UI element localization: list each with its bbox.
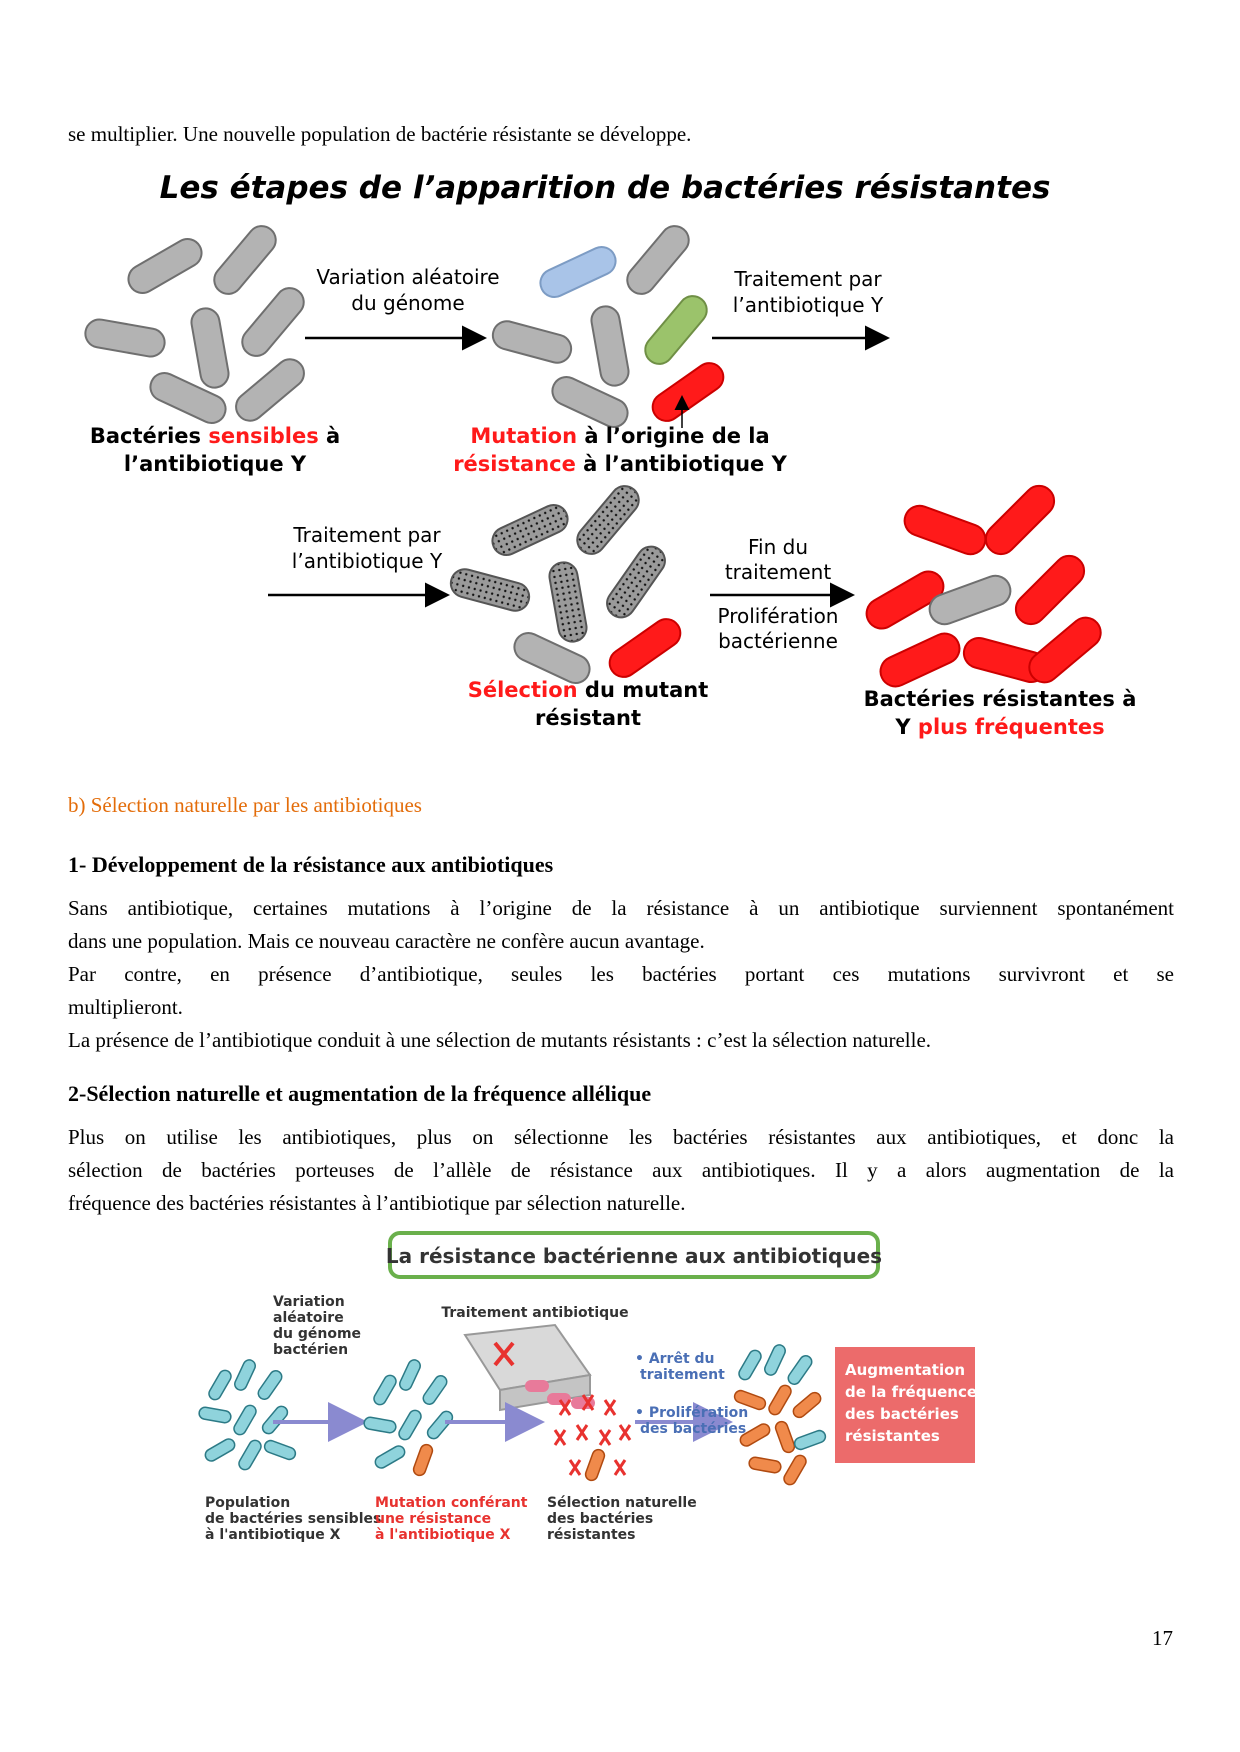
cap1-1: Population xyxy=(205,1495,291,1511)
arrow1-label-1: Variation aléatoire xyxy=(316,265,500,289)
mutation-bacteria-group xyxy=(490,220,729,431)
cap2-1: Mutation conférant xyxy=(375,1495,528,1511)
stop-1: • Arrêt du xyxy=(635,1351,715,1367)
cap3-1: Sélection naturelle xyxy=(547,1495,697,1511)
para2-line1: Plus on utilise les antibiotiques, plus on sélectionne les bactéries résistantes aux antibiotiques, et donc la xyxy=(68,1125,1174,1149)
figure1-title: Les étapes de l’apparition de bactéries résistantes xyxy=(159,170,1051,206)
para1-line1: Sans antibiotique, certaines mutations à l’origine de la résistance à un antibiotique surviennent spontanément xyxy=(68,896,1174,920)
cap1-3: à l'antibiotique X xyxy=(205,1527,341,1543)
cap2-2: une résistance xyxy=(375,1511,492,1527)
stop-2: traitement xyxy=(640,1367,725,1383)
arrow4-bottom-1: Prolifération xyxy=(717,604,839,628)
arrow1-label-2: du génome xyxy=(351,291,465,315)
para2-line2: sélection de bactéries porteuses de l’allèle de résistance aux antibiotiques. Il y a alors augmentation de la xyxy=(68,1158,1174,1182)
caption-resistant-1: Bactéries résistantes à xyxy=(863,687,1137,711)
caption-sensitive-1: Bactéries sensibles à xyxy=(89,424,341,448)
arrow2-label-1: Traitement par xyxy=(734,267,882,291)
prolif-2: des bactéries xyxy=(640,1421,747,1437)
heading-2: 2-Sélection naturelle et augmentation de la fréquence allélique xyxy=(68,1081,652,1106)
caption-resistant-2: Y plus fréquentes xyxy=(895,715,1105,739)
variation-2: aléatoire xyxy=(273,1310,344,1326)
page-number: 17 xyxy=(1152,1626,1173,1650)
box-line-2: de la fréquence xyxy=(845,1383,978,1401)
figure-bacterial-resistance xyxy=(195,1225,1075,1565)
selection-bacteria-group xyxy=(448,480,686,687)
caption-mutation-2: résistance à l’antibiotique Y xyxy=(453,452,787,476)
cap1-2: de bactéries sensibles xyxy=(205,1511,382,1527)
top-line: se multiplier. Une nouvelle population de bactérie résistante se développe. xyxy=(68,122,692,146)
section-b-title: b) Sélection naturelle par les antibiotiques xyxy=(68,793,422,817)
mutation-bacteria xyxy=(363,1358,455,1477)
para1-line3: Par contre, en présence d’antibiotique, seules les bactéries portant ces mutations survivront et se xyxy=(68,962,1174,986)
arrow2-label-2: l’antibiotique Y xyxy=(732,293,884,317)
variation-1: Variation xyxy=(273,1294,345,1310)
antibiotic-box-icon xyxy=(465,1325,595,1410)
prolif-1: • Prolifération xyxy=(635,1405,749,1421)
box-line-4: résistantes xyxy=(845,1427,940,1445)
arrow3-label-2: l’antibiotique Y xyxy=(291,549,443,573)
cap3-3: résistantes xyxy=(547,1527,636,1543)
variation-4: bactérien xyxy=(273,1342,349,1358)
para1-line2: dans une population. Mais ce nouveau caractère ne confère aucun avantage. xyxy=(68,929,705,953)
arrow3-label-1: Traitement par xyxy=(293,523,441,547)
arrow4-top-2: traitement xyxy=(724,560,832,584)
cap2-3: à l'antibiotique X xyxy=(375,1527,511,1543)
para1-line5: La présence de l’antibiotique conduit à une sélection de mutants résistants : c’est la sélection naturelle. xyxy=(68,1028,932,1052)
caption-sensitive-2: l’antibiotique Y xyxy=(123,452,307,476)
heading-1: 1- Développement de la résistance aux antibiotiques xyxy=(68,852,554,877)
variation-3: du génome xyxy=(273,1326,362,1342)
sensitive-bacteria-group xyxy=(83,220,309,427)
caption-selection-1: Sélection du mutant xyxy=(467,678,709,702)
box-line-3: des bactéries xyxy=(845,1405,959,1423)
surviving-mutant xyxy=(584,1448,606,1482)
cap3-2: des bactéries xyxy=(547,1511,654,1527)
arrow4-bottom-2: bactérienne xyxy=(718,629,838,653)
para1-line4: multiplieront. xyxy=(68,995,183,1019)
figure2-title: La résistance bactérienne aux antibiotiques xyxy=(385,1244,883,1268)
resistant-bacteria-group xyxy=(861,480,1107,692)
arrow4-top-1: Fin du xyxy=(747,535,809,559)
treatment-label: Traitement antibiotique xyxy=(441,1305,629,1321)
caption-selection-2: résistant xyxy=(535,706,641,730)
para2-line3: fréquence des bactéries résistantes à l’antibiotique par sélection naturelle. xyxy=(68,1191,686,1215)
box-line-1: Augmentation xyxy=(845,1361,966,1379)
caption-mutation-1: Mutation à l’origine de la xyxy=(470,424,770,448)
population-sensitive-bacteria xyxy=(198,1358,297,1472)
